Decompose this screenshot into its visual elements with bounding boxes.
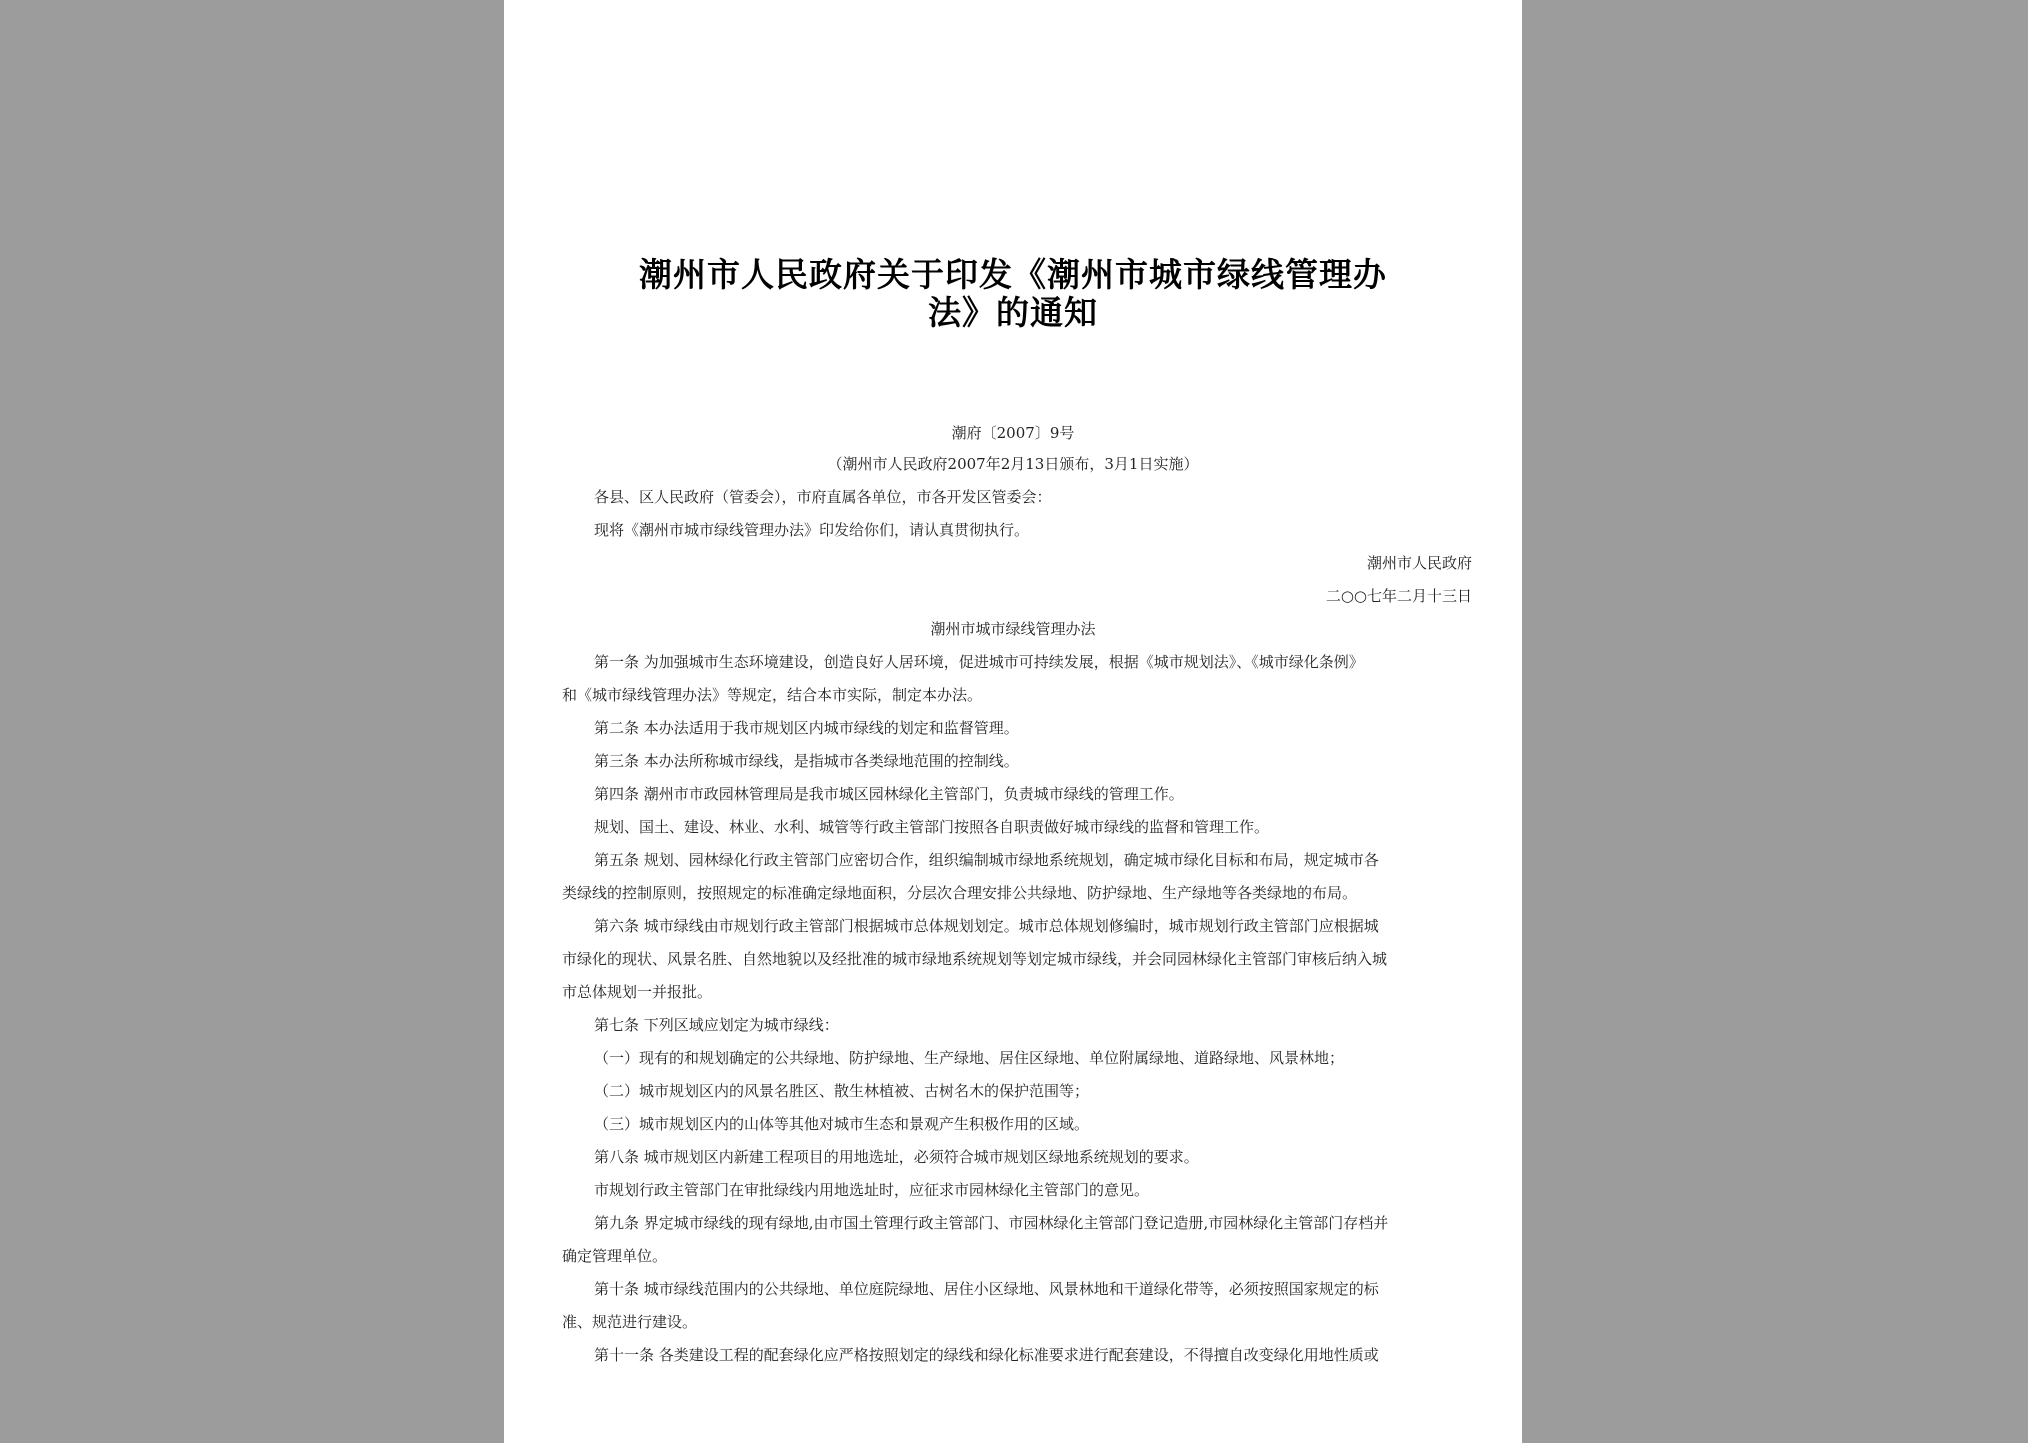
title-line: 潮州市人民政府关于印发《潮州市城市绿线管理办: [639, 255, 1387, 294]
body-line: 第二条 本办法适用于我市规划区内城市绿线的划定和监督管理。: [594, 719, 1019, 737]
body-line: 第七条 下列区域应划定为城市绿线：: [594, 1016, 839, 1034]
body-line: 第八条 城市规划区内新建工程项目的用地选址，必须符合城市规划区绿地系统规划的要求。: [594, 1148, 1199, 1166]
body-line: 第四条 潮州市市政园林管理局是我市城区园林绿化主管部门，负责城市绿线的管理工作。: [594, 785, 1184, 803]
document-title: [604, 256, 1422, 332]
notice-body: 现将《潮州市城市绿线管理办法》印发给你们，请认真贯彻执行。: [594, 521, 1030, 539]
body-line: 市规划行政主管部门在审批绿线内用地选址时，应征求市园林绿化主管部门的意见。: [594, 1181, 1150, 1199]
body-line: 确定管理单位。: [562, 1247, 668, 1265]
issue-note: （潮州市人民政府2007年2月13日颁布，3月1日实施）: [827, 455, 1199, 473]
body-line: 和《城市绿线管理办法》等规定，结合本市实际，制定本办法。: [562, 686, 983, 704]
document-page: [504, 0, 1522, 1443]
date: 二○○七年二月十三日: [1325, 587, 1472, 605]
body-line: 准、规范进行建设。: [562, 1313, 698, 1331]
body-line: 第九条 界定城市绿线的现有绿地,由市国土管理行政主管部门、市园林绿化主管部门登记造册,市园林绿化主管部门存档并: [594, 1214, 1389, 1232]
body-line: 第五条 规划、园林绿化行政主管部门应密切合作，组织编制城市绿地系统规划，确定城市绿化目标和布局，规定城市各: [594, 851, 1379, 869]
regulation-title: 潮州市城市绿线管理办法: [930, 620, 1096, 638]
doc-number: 潮府〔2007〕9号: [951, 424, 1075, 442]
body-line: （二）城市规划区内的风景名胜区、散生林植被、古树名木的保护范围等；: [594, 1082, 1090, 1100]
addressee: 各县、区人民政府（管委会），市府直属各单位，市各开发区管委会：: [594, 488, 1052, 506]
body-line: 类绿线的控制原则，按照规定的标准确定绿地面积，分层次合理安排公共绿地、防护绿地、生产绿地等各类绿地的布局。: [562, 884, 1358, 902]
body-line: （三）城市规划区内的山体等其他对城市生态和景观产生积极作用的区域。: [594, 1115, 1090, 1133]
title-line: 法》的通知: [928, 293, 1098, 332]
signature: 潮州市人民政府: [1366, 554, 1472, 572]
body-line: 规划、国土、建设、林业、水利、城管等行政主管部门按照各自职责做好城市绿线的监督和管理工作。: [594, 818, 1270, 836]
body-line: 第十条 城市绿线范围内的公共绿地、单位庭院绿地、居住小区绿地、风景林地和干道绿化带等，必须按照国家规定的标: [594, 1280, 1379, 1298]
body-line: 第六条 城市绿线由市规划行政主管部门根据城市总体规划划定。城市总体规划修编时，城市规划行政主管部门应根据城: [594, 917, 1379, 935]
body-line: （一）现有的和规划确定的公共绿地、防护绿地、生产绿地、居住区绿地、单位附属绿地、道路绿地、风景林地；: [594, 1049, 1345, 1067]
body-line: 市总体规划一并报批。: [562, 983, 713, 1001]
body-line: 第十一条 各类建设工程的配套绿化应严格按照划定的绿线和绿化标准要求进行配套建设，不得擅自改变绿化用地性质或: [594, 1346, 1379, 1364]
body-line: 市绿化的现状、风景名胜、自然地貌以及经批准的城市绿地系统规划等划定城市绿线，并会同园林绿化主管部门审核后纳入城: [562, 950, 1388, 968]
body-line: 第三条 本办法所称城市绿线，是指城市各类绿地范围的控制线。: [594, 752, 1019, 770]
body-line: 第一条 为加强城市生态环境建设，创造良好人居环境，促进城市可持续发展，根据《城市规划法》、《城市绿化条例》: [594, 653, 1364, 671]
